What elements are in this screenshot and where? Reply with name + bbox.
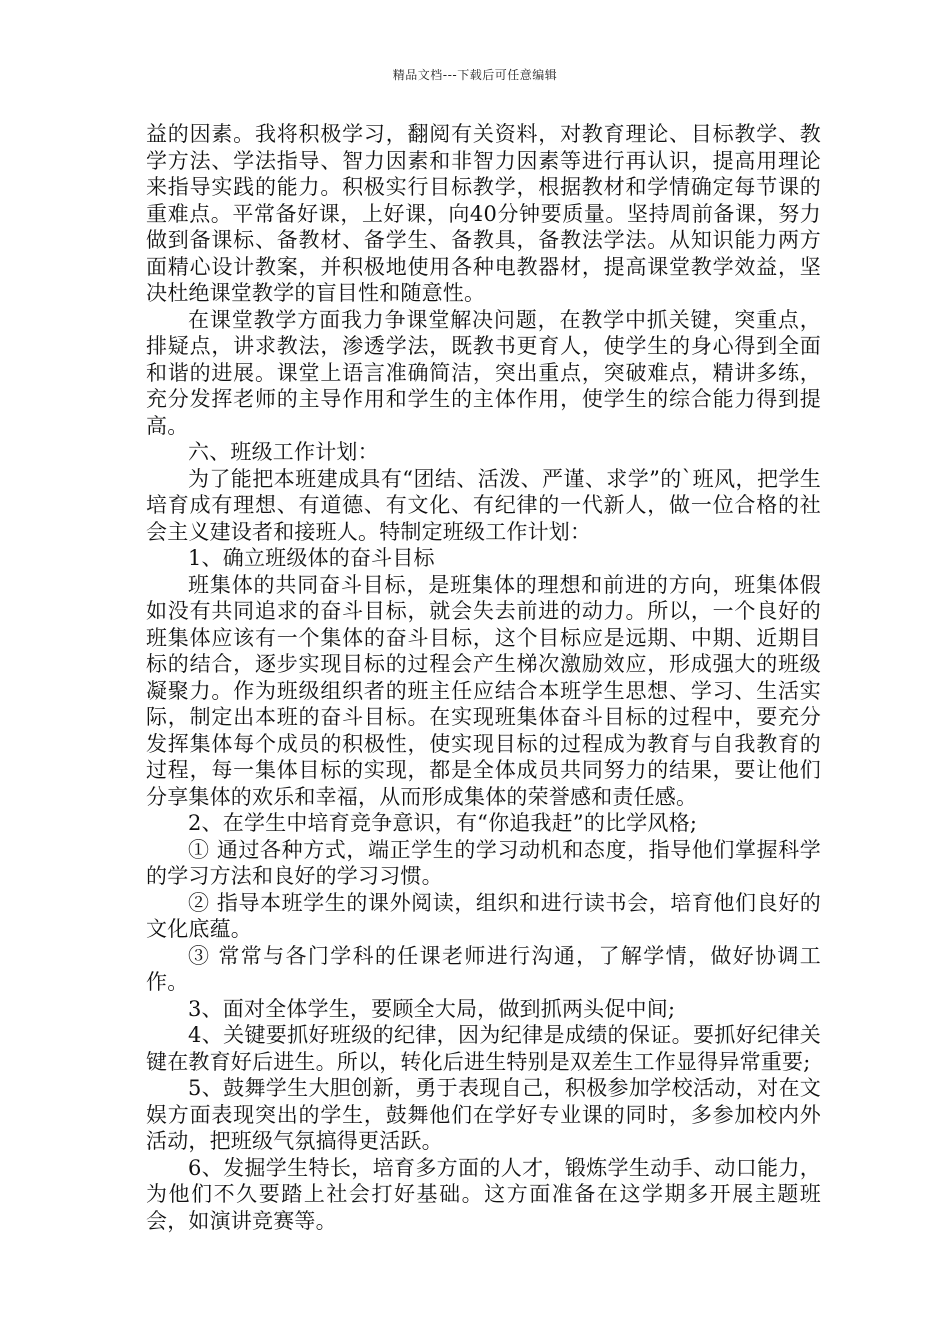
list-item: 4、关键要抓好班级的纪律，因为纪律是成绩的保证。要抓好纪律关键在教育好后进生。所以，转化后进生特别是双差生工作显得异常重要; (146, 1023, 821, 1074)
list-item: 6、发掘学生特长，培育多方面的人才，锻炼学生动手、动口能力，为他们不久要踏上社会打好基础。这方面准备在这学期多开展主题班会，如演讲竞赛等。 (146, 1155, 821, 1233)
section-heading: 六、班级工作计划： (188, 440, 379, 464)
paragraph: 益的因素。我将积极学习，翻阅有关资料，对教育理论、目标教学、教学方法、学法指导、智力因素和非智力因素等进行再认识，提高用理论来指导实践的能力。积极实行目标教学，根据教材和学情确定每节课的重难点。平常备好课，上好课，向40分钟要质量。坚持周前备课，努力做到备课标、备教材、备学生、备教具，备教法学法。从知识能力两方面精心设计教案，并积极地使用各种电教器材，提高课堂教学效益，坚决杜绝课堂教学的盲目性和随意性。 (146, 122, 821, 305)
list-item: 5、鼓舞学生大胆创新，勇于表现自己，积极参加学校活动，对在文娱方面表现突出的学生，鼓舞他们在学好专业课的同时，多参加校内外活动，把班级气氛搞得更活跃。 (146, 1076, 821, 1153)
list-item: 1、确立班级体的奋斗目标 (188, 546, 435, 570)
sub-list-item: ③ 常常与各门学科的任课老师进行沟通，了解学情，做好协调工作。 (146, 943, 821, 994)
list-item: 3、面对全体学生，要顾全大局，做到抓两头促中间; (188, 996, 676, 1021)
paragraph: 在课堂教学方面我力争课堂解决问题，在教学中抓关键，突重点，排疑点，讲求教法，渗透学法，既教书更育人，使学生的身心得到全面和谐的进展。课堂上语言准确简洁，突出重点，突破难点，精讲多练，充分发挥老师的主导作用和学生的主体作用，使学生的综合能力得到提高。 (146, 307, 821, 438)
list-item: 2、在学生中培育竞争意识，有“你追我赶”的比学风格; (188, 811, 698, 835)
paragraph: 班集体的共同奋斗目标，是班集体的理想和前进的方向，班集体假如没有共同追求的奋斗目标，就会失去前进的动力。所以，一个良好的班集体应该有一个集体的奋斗目标，这个目标应是远期、中期、近期目标的结合，逐步实现目标的过程会产生梯次激励效应，形成强大的班级凝聚力。作为班级组织者的班主任应结合本班学生思想、学习、生活实际，制定出本班的奋斗目标。在实现班集体奋斗目标的过程中，要充分发挥集体每个成员的积极性，使实现目标的过程成为教育与自我教育的过程，每一集体目标的实现，都是全体成员共同努力的结果，要让他们分享集体的欢乐和幸福，从而形成集体的荣誉感和责任感。 (146, 572, 821, 809)
document-body (146, 121, 821, 1234)
sub-list-item: ② 指导本班学生的课外阅读，组织和进行读书会，培育他们良好的文化底蕴。 (146, 890, 821, 941)
page-header: 精品文档---下载后可任意编辑 (392, 68, 558, 82)
paragraph: 为了能把本班建成具有“团结、活泼、严谨、求学”的`班风，把学生培育成有理想、有道德、有文化、有纪律的一代新人，做一位合格的社会主义建设者和接班人。特制定班级工作计划： (146, 466, 821, 544)
sub-list-item: ① 通过各种方式，端正学生的学习动机和态度，指导他们掌握科学的学习方法和良好的学习习惯。 (146, 837, 821, 888)
